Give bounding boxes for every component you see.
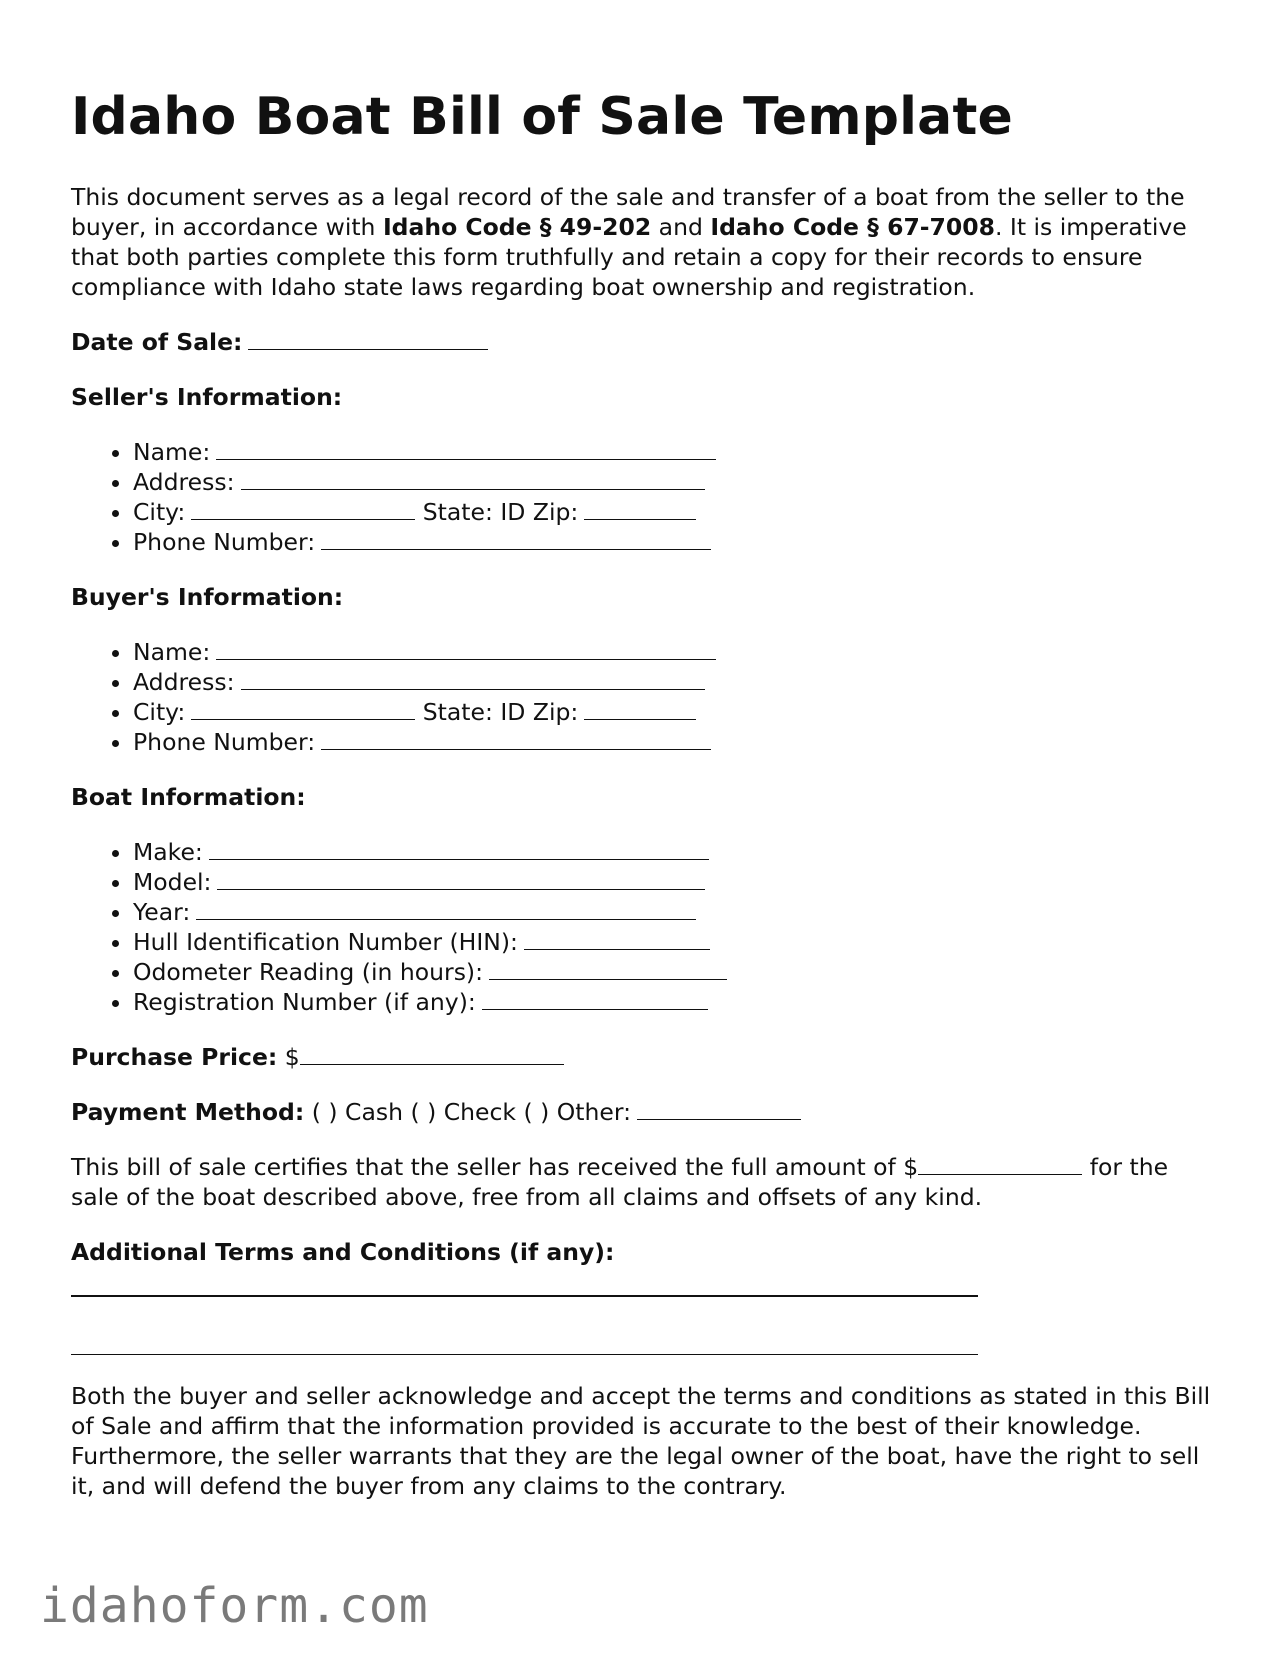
buyer-info-list [71, 637, 1221, 757]
page-title: Idaho Boat Bill of Sale Template [71, 87, 1013, 147]
buyer-city-label: City: [133, 698, 186, 727]
seller-info-list [71, 437, 1221, 557]
seller-zip-field[interactable] [584, 497, 696, 520]
boat-make-label: Make: [133, 838, 203, 867]
intro-paragraph [71, 182, 1221, 302]
intro-text-2: and [651, 213, 711, 242]
seller-heading: Seller's Information: [71, 383, 343, 412]
boat-odometer-item [133, 957, 1221, 987]
seller-address-item [133, 467, 1221, 497]
payment-method-options[interactable]: ( ) Cash ( ) Check ( ) Other: [311, 1098, 632, 1127]
certification-paragraph [71, 1152, 1221, 1212]
buyer-phone-label: Phone Number: [133, 728, 316, 757]
boat-registration-label: Registration Number (if any): [133, 988, 476, 1017]
boat-hin-item [133, 927, 1221, 957]
buyer-zip-field[interactable] [584, 697, 696, 720]
payment-method-label: Payment Method: [71, 1098, 305, 1127]
date-of-sale [71, 327, 1221, 357]
acknowledgment-paragraph: Both the buyer and seller acknowledge and accept the terms and conditions as stated in this Bill of Sale and affirm that the information provided is accurate to the best of their knowledge. Furthermore, the seller warrants that they are the legal owner of the boat, have the right to sell it, and will defend the buyer from any claims to the contrary. [71, 1382, 1211, 1501]
seller-name-item [133, 437, 1221, 467]
boat-year-field[interactable] [196, 897, 696, 920]
seller-zip-label: Zip: [532, 498, 579, 527]
additional-terms-lines [71, 1267, 1221, 1355]
seller-city-item [133, 497, 1221, 527]
site-watermark: idahoform.com [40, 1578, 429, 1634]
seller-phone-item [133, 527, 1221, 557]
seller-name-label: Name: [133, 438, 211, 467]
payment-method [71, 1097, 1221, 1127]
buyer-heading: Buyer's Information: [71, 583, 344, 612]
seller-address-field[interactable] [241, 467, 705, 490]
boat-info-list [71, 837, 1221, 1017]
seller-state-label: State: ID [422, 498, 526, 527]
boat-odometer-label: Odometer Reading (in hours): [133, 958, 484, 987]
buyer-name-item [133, 637, 1221, 667]
boat-odometer-field[interactable] [489, 957, 727, 980]
intro-text-3: . It is imperative that both parties complete this form truthfully and retain a copy for their records to ensure compliance with Idaho state laws regarding boat ownership and registration. [71, 213, 1187, 302]
date-of-sale-field[interactable] [248, 327, 488, 350]
boat-model-label: Model: [133, 868, 212, 897]
boat-year-label: Year: [133, 898, 191, 927]
certification-text-1: This bill of sale certifies that the seller has received the full amount of $ [71, 1153, 919, 1182]
additional-terms-line-2[interactable] [71, 1354, 978, 1356]
buyer-city-item [133, 697, 1221, 727]
boat-make-item [133, 837, 1221, 867]
buyer-address-field[interactable] [241, 667, 705, 690]
buyer-address-item [133, 667, 1221, 697]
purchase-price [71, 1042, 1221, 1072]
seller-phone-label: Phone Number: [133, 528, 316, 557]
boat-hin-label: Hull Identification Number (HIN): [133, 928, 518, 957]
buyer-city-field[interactable] [191, 697, 415, 720]
boat-registration-item [133, 987, 1221, 1017]
certification-amount-field[interactable] [918, 1152, 1082, 1175]
additional-terms-heading: Additional Terms and Conditions (if any): [71, 1238, 615, 1267]
boat-model-item [133, 867, 1221, 897]
additional-terms-line-1[interactable] [71, 1295, 978, 1297]
boat-model-field[interactable] [217, 867, 705, 890]
boat-registration-field[interactable] [482, 987, 708, 1010]
buyer-address-label: Address: [133, 668, 235, 697]
idaho-code-67-7008: Idaho Code § 67-7008 [710, 213, 995, 242]
buyer-phone-item [133, 727, 1221, 757]
boat-year-item [133, 897, 1221, 927]
purchase-price-field[interactable] [300, 1042, 564, 1065]
boat-heading: Boat Information: [71, 783, 306, 812]
certification-text-2: for the sale of the boat described above, free from all claims and offsets of any kind. [71, 1153, 1169, 1212]
seller-phone-field[interactable] [321, 527, 711, 550]
buyer-name-label: Name: [133, 638, 211, 667]
boat-hin-field[interactable] [524, 927, 710, 950]
purchase-price-label: Purchase Price: [71, 1043, 278, 1072]
buyer-zip-label: Zip: [532, 698, 579, 727]
buyer-phone-field[interactable] [321, 727, 711, 750]
seller-city-label: City: [133, 498, 186, 527]
intro-text-1: This document serves as a legal record of the sale and transfer of a boat from the seller to the buyer, in accordance with [71, 183, 1185, 242]
seller-address-label: Address: [133, 468, 235, 497]
seller-city-field[interactable] [191, 497, 415, 520]
date-of-sale-label: Date of Sale: [71, 328, 243, 357]
boat-make-field[interactable] [209, 837, 709, 860]
idaho-code-49-202: Idaho Code § 49-202 [382, 213, 652, 242]
seller-name-field[interactable] [216, 437, 716, 460]
buyer-name-field[interactable] [216, 637, 716, 660]
payment-other-field[interactable] [637, 1097, 801, 1120]
purchase-price-currency: $ [284, 1043, 300, 1072]
bill-of-sale-document [71, 86, 1221, 1526]
buyer-state-label: State: ID [422, 698, 526, 727]
